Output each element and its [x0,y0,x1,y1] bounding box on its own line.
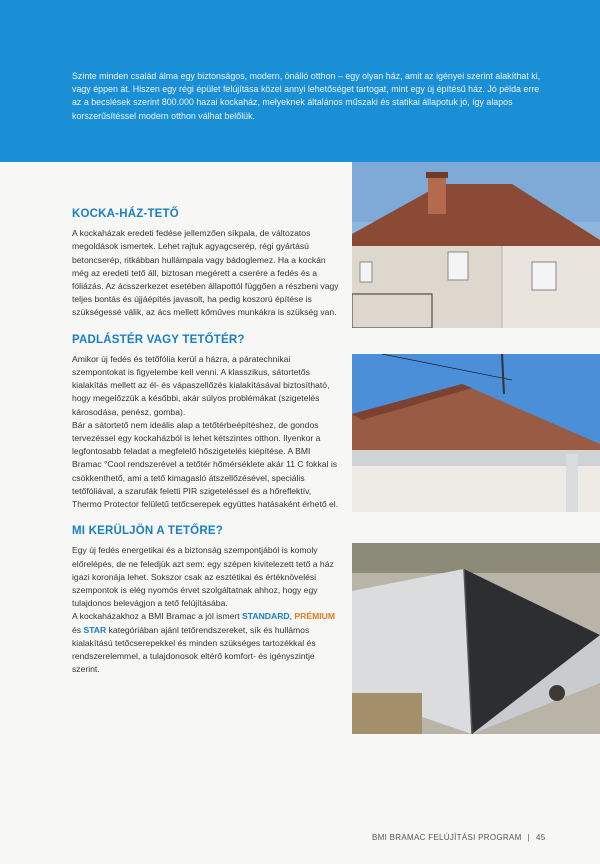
section-mi-keruljon [72,525,340,676]
section-heading: KOCKA-HÁZ-TETŐ [72,208,179,220]
section-heading: PADLÁSTÉR VAGY TETŐTÉR? [72,333,245,346]
section-heading: MI KERÜLJÖN A TETŐRE? [72,525,223,538]
section-paragraph: Egy új fedés energetikai és a biztonság szempontjából is komoly előrelépés, de ne feledjük azt sem: egy szépen kivitelezett tető a ház igazi koronája lehet. Sokszor csak az esztétikai és értéknövelési szempontok is elég nyomós érvet szolgáltatnak ahhoz, hogy egy tulajdonos belevágjon a tető felújításába. [72,545,334,609]
text-segment: A kockaházakhoz a BMI Bramac a jól ismert [72,611,243,622]
section-paragraph: Amikor új fedés és tetőfólia kerül a házra, a páratechnikai szempontokat is figyelembe kell venni. A klasszikus, sátortetős kialakítás mellett az él- és vápaszellőzés kialakításával biztosítható, hogy megelőzzük a későbbi, akár súlyos problémákat (szigetelés károsodása, penész, gomba). [72,353,330,417]
photo-roof-construction [352,543,600,734]
section-paragraph: Bár a sátortető nem ideális alap a tetőtérbeépítéshez, de gondos tervezéssel egy kockaházból is lehet kétszintes otthon. Ilyenkor a legfontosabb feladat a megfelelő hőszigetelés kiépítése. A BMI Bramac °Cool rendszerével a tetőtér hőmérséklete akár 11 C fokkal is csökkenthető, ami a tető kimagasló átszellőzésével, speciális tetőfóliával, a szarufák feletti PIR szigeteléssel és a hőreflektív, Thermo Protector felületű tetőcserepek együttes hatásaként érhető el. [72,419,339,510]
star-label: STAR [83,624,107,635]
main-text-column [72,208,340,691]
premium-label: PRÉMIUM [294,611,336,622]
footer-title: BMI BRAMAC FELÚJÍTÁSI PROGRAM [372,833,522,842]
intro-paragraph: Szinte minden család álma egy biztonságos, modern, önálló otthon – egy olyan ház, amit az igényei szerint alakíthat ki, vagy éppen át. Hiszen egy régi épület felújítása közel annyi lehetőséget tartogat, mint egy új építésű ház. Jó példa erre az a becslések szerint 800.000 hazai kockaház, melyeknek általános műszaki és statikai állapotuk jó, így alapos korszerűsítéssel modern otthon válhat belőlük. [72,71,541,121]
page-footer [372,833,546,842]
section-padlaster [72,334,340,512]
text-segment: és [72,624,84,635]
product-categories-paragraph [72,610,340,676]
photo-roof-eaves [352,354,600,512]
page-number: 45 [536,833,546,842]
text-segment: kategóriában ajánl tetőrendszereket, sík és hullámos kialakítású tetőcserepekkel és minden szükséges tartozékkal és rendszerelemmel, a tulajdonosok eltérő komfort- és igényszintje szerint. [72,624,316,675]
section-kocka-haz-teto [72,208,340,320]
photo-house-roof [352,162,600,328]
text-segment: , [289,611,293,622]
footer-separator: | [527,833,530,842]
section-paragraph: A kockaházak eredeti fedése jellemzően síkpala, de változatos megoldások ismertek. Lehet rajtuk agyagcserép, régi gyártású betoncserép, ritkábban hullámpala vagy bádoglemez. Ha a kockán még az eredeti tető áll, biztosan megérett a cserére a fedés és a fóliázás. Az ácsszerkezet esetében állapottól függően a részbeni vagy teljes bontás és újjáépítés javasolt, ha pedig koszorú építése is szükségessé válik, az ács mellett kőműves munkákra is szükség van. [72,228,339,318]
standard-label: STANDARD [242,611,290,622]
